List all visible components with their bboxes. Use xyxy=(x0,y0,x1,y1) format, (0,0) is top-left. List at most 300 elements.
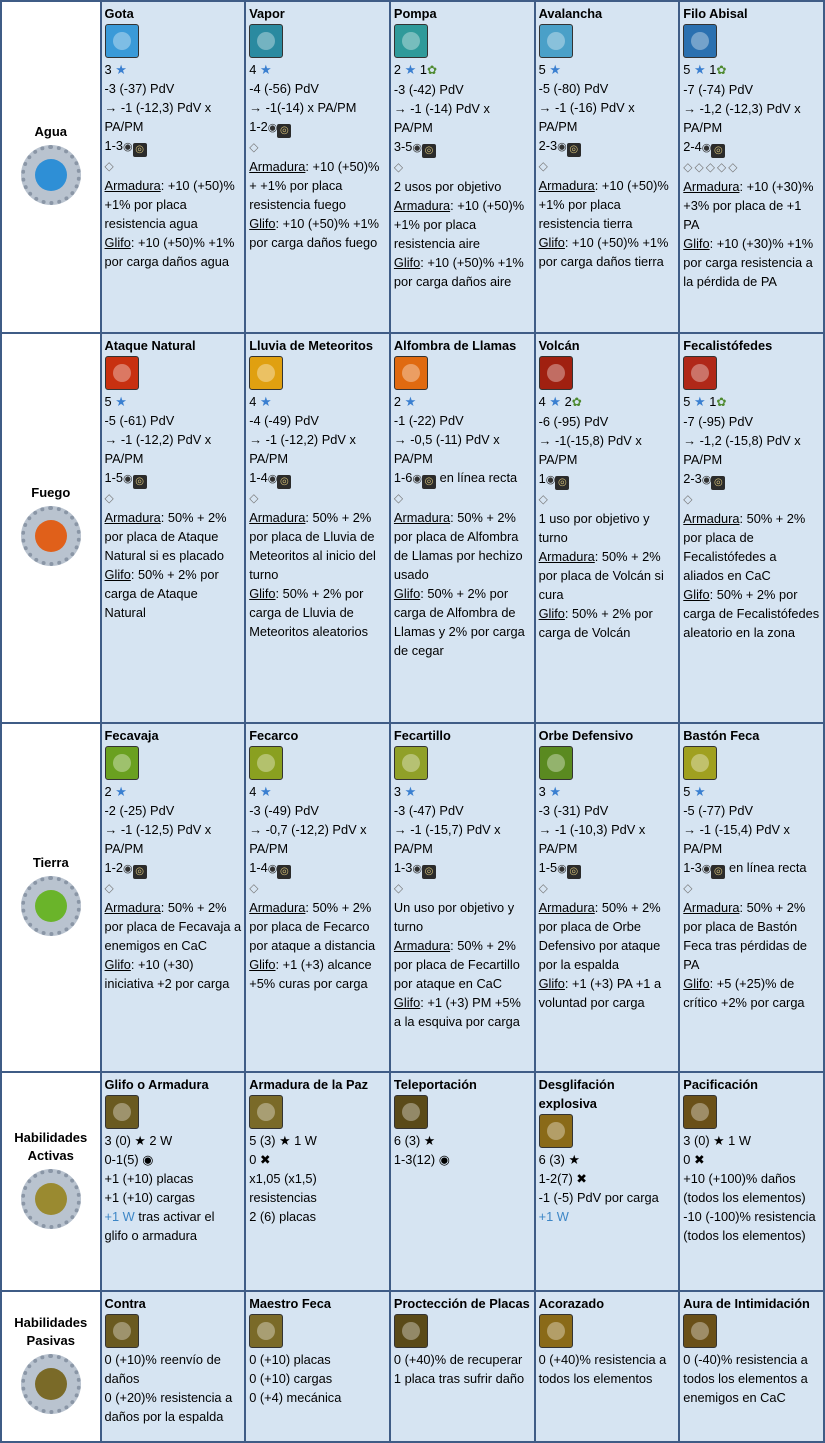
vapor-spell-icon[interactable] xyxy=(249,24,283,58)
ap-cost: 5 xyxy=(104,393,112,409)
spell-name: Contra xyxy=(104,1296,146,1312)
damage-line: -1 (-22) PdV xyxy=(393,412,464,428)
view-line-icon: ◉ xyxy=(412,862,423,875)
spell-cell[interactable] xyxy=(390,1,535,333)
range-value: 1-3 xyxy=(104,138,124,153)
view-line-icon: ◉ xyxy=(412,142,423,154)
armor-value: 50% + 2% por placa de Lluvia de Meteoritos al inicio del turno xyxy=(249,509,376,582)
modifiable-range-icon: ◎ xyxy=(133,143,147,157)
limit-line: Un uso por objetivo y turno xyxy=(393,899,515,934)
spell-name: Avalancha xyxy=(538,6,603,21)
range-line xyxy=(105,468,242,489)
volcano-spell-icon[interactable] xyxy=(539,356,573,390)
range-value: 1-3 xyxy=(393,859,413,875)
peace-armor-icon[interactable] xyxy=(249,1095,283,1129)
range-line xyxy=(394,468,531,489)
element-row xyxy=(1,723,824,1073)
scale-line: → -1 (-12,2) PdV x PA/PM xyxy=(249,431,356,466)
spell-cell[interactable] xyxy=(390,723,535,1073)
element-row xyxy=(1,1,824,333)
ap-cost: 4 xyxy=(249,783,257,799)
element-cell xyxy=(1,1072,101,1291)
earth-gear-icon xyxy=(21,876,81,936)
modifiable-range-icon: ◎ xyxy=(567,865,581,879)
spell-cell[interactable] xyxy=(245,1291,390,1442)
view-line-icon: ◉ xyxy=(123,141,133,153)
orb-spell-icon[interactable] xyxy=(539,746,573,780)
modifiable-range-icon: ◎ xyxy=(711,865,725,879)
spell-name: Glifo o Armadura xyxy=(104,1077,209,1093)
spell-cell[interactable] xyxy=(101,333,246,723)
wakfu-bonus: +1 W xyxy=(104,1209,135,1225)
skill-line: 0 (+20)% resistencia a daños por la espalda xyxy=(104,1390,233,1425)
area-icon: ◇ xyxy=(104,880,116,895)
range-value: 1-5 xyxy=(538,859,558,875)
skill-line: 1-3(12) ◉ xyxy=(393,1152,450,1168)
glyph-label: Glifo xyxy=(683,975,710,991)
armor-label: Armadura xyxy=(104,509,161,525)
damage-line: -3 (-49) PdV xyxy=(249,802,319,818)
skill-line: +1 (+10) placas xyxy=(104,1171,194,1187)
armor-value: +10 (+30)% +3% por placa de +1 PA xyxy=(683,179,814,232)
modifiable-range-icon: ◎ xyxy=(422,865,436,879)
spell-cell[interactable] xyxy=(535,723,680,1073)
scale-line: → -1(-14) x PA/PM xyxy=(249,100,357,115)
scale-line: → -1 (-15,7) PdV x PA/PM xyxy=(393,821,501,856)
glyph-label: Glifo xyxy=(249,956,276,972)
armor-value: 50% + 2% por placa de Fecavaja a enemigos en CaC xyxy=(104,899,242,953)
skill-line: 0 (+40)% de recuperar 1 placa tras sufrir daño xyxy=(393,1352,525,1387)
element-cell xyxy=(1,723,101,1073)
intimidation-icon[interactable] xyxy=(683,1314,717,1348)
armor-label: Armadura xyxy=(538,899,595,915)
armor-value: 50% + 2% por placa de Alfombra de Llamas por hechizo usado xyxy=(393,509,523,582)
spell-name: Aura de Intimidación xyxy=(683,1296,810,1312)
ap-cost: 3 xyxy=(393,783,402,799)
ap-star-icon: ★ xyxy=(545,393,561,409)
cost-line xyxy=(539,782,676,801)
ap-cost: 5 xyxy=(683,62,691,77)
modifiable-range-icon: ◎ xyxy=(711,144,725,158)
plate-protect-icon[interactable] xyxy=(394,1314,428,1348)
view-line-icon: ◉ xyxy=(701,473,712,486)
claw-spell-icon[interactable] xyxy=(105,356,139,390)
scale-line: → -1,2 (-15,8) PdV x PA/PM xyxy=(683,432,801,467)
range-value: 3-5 xyxy=(393,139,413,154)
drop-spell-icon[interactable] xyxy=(105,24,139,58)
range-line xyxy=(105,858,242,879)
ap-star-icon: ★ xyxy=(111,393,127,409)
range-value: 2-3 xyxy=(538,138,558,153)
glyph-line: Glifo: +1 (+3) PM +5% a la esquiva por carga xyxy=(393,994,521,1029)
spell-cell[interactable] xyxy=(245,723,390,1073)
spell-name: Proctección de Placas xyxy=(393,1296,530,1312)
skill-line: 1-2(7) ✖ xyxy=(538,1171,588,1187)
skill-line: +10 (+100)% daños (todos los elementos) xyxy=(683,1171,806,1206)
view-line-icon: ◉ xyxy=(267,472,278,485)
spell-cell[interactable] xyxy=(535,1072,680,1291)
spell-name: Pompa xyxy=(393,6,437,21)
glyph-label: Glifo xyxy=(683,586,710,602)
skill-line: x1,05 (x1,5) resistencias xyxy=(249,1171,317,1206)
spell-cell[interactable] xyxy=(245,1072,390,1291)
glyph-value: 50% + 2% por carga de Volcán xyxy=(538,605,653,640)
cost-line xyxy=(539,60,676,79)
spell-name: Acorazado xyxy=(538,1296,605,1312)
range-line xyxy=(249,468,386,489)
armor-line: Armadura: 50% + 2% por placa de Ataque Natural si es placado xyxy=(104,509,227,563)
spell-name: Fecavaja xyxy=(104,727,159,743)
cost-line xyxy=(105,782,242,801)
area-icon: ◇ xyxy=(249,880,261,895)
armor-line: Armadura: 50% + 2% por placa de Fecarco por ataque a distancia xyxy=(249,899,376,953)
modifiable-range-icon: ◎ xyxy=(567,143,581,157)
ap-star-icon: ★ xyxy=(545,62,561,77)
fire-spirit-spell-icon[interactable] xyxy=(683,356,717,390)
passive-gear-icon xyxy=(21,1354,81,1414)
wakfu-bonus-line xyxy=(105,1207,242,1245)
element-cell xyxy=(1,333,101,723)
staff-spell-icon[interactable] xyxy=(683,746,717,780)
glyph-label: Glifo xyxy=(393,994,421,1010)
cost-line xyxy=(249,60,386,79)
armor-value: 50% + 2% por placa de Orbe Defensivo por ataque por la espalda xyxy=(538,899,661,972)
range-line xyxy=(683,858,820,879)
scale-line: → -1 (-10,3) PdV x PA/PM xyxy=(538,821,646,856)
range-line xyxy=(539,469,676,490)
glyph-label: Glifo xyxy=(249,585,276,601)
range-value: 1-4 xyxy=(249,859,268,875)
area-icon: ◇ xyxy=(249,140,261,154)
master-feca-icon[interactable] xyxy=(249,1314,283,1348)
glyph-value: +1 (+3) alcance +5% curas por carga xyxy=(249,956,372,991)
armor-line: Armadura: 50% + 2% por placa de Fecartillo por ataque en CaC xyxy=(393,937,520,991)
armor-line: Armadura: +10 (+50)% +1% por placa resistencia agua xyxy=(104,178,235,231)
skill-line: 5 (3) ★ 1 W xyxy=(249,1133,317,1149)
teleport-icon[interactable] xyxy=(394,1095,428,1129)
damage-line: -5 (-61) PdV xyxy=(104,412,175,428)
cost-line xyxy=(539,392,676,412)
mp-cost: 1 xyxy=(419,62,427,77)
damage-line: -3 (-31) PdV xyxy=(538,802,609,818)
spell-cell[interactable] xyxy=(101,1072,246,1291)
damage-line: -2 (-25) PdV xyxy=(104,802,175,818)
spell-name: Filo Abisal xyxy=(683,6,748,21)
glyph-label: Glifo xyxy=(104,956,131,972)
range-line xyxy=(249,117,386,138)
ap-star-icon: ★ xyxy=(690,393,706,409)
ap-cost: 3 xyxy=(538,783,546,799)
armor-value: +10 (+50)% +1% por placa resistencia tierra xyxy=(538,178,669,231)
spell-cell[interactable] xyxy=(390,1291,535,1442)
skill-line: 3 (0) ★ 1 W xyxy=(683,1133,751,1149)
spell-name: Volcán xyxy=(538,337,580,353)
area-icon: ◇ xyxy=(104,159,116,173)
spell-cell[interactable] xyxy=(101,1,246,333)
armor-line: Armadura: +10 (+30)% +3% por placa de +1 PA xyxy=(683,179,814,232)
skill-line: 2 (6) placas xyxy=(249,1209,317,1225)
armor-label: Armadura xyxy=(104,178,161,193)
glyph-value: 50% + 2% por carga de Ataque Natural xyxy=(104,566,219,620)
view-line-icon: ◉ xyxy=(701,142,712,154)
area-icon: ◇ xyxy=(683,880,695,895)
armor-value: 50% + 2% por placa de Fecartillo por ataque en CaC xyxy=(393,937,520,991)
ap-star-icon: ★ xyxy=(545,783,561,799)
spell-cell[interactable] xyxy=(535,333,680,723)
glyph-label: Glifo xyxy=(393,585,421,601)
view-line-icon: ◉ xyxy=(412,472,423,485)
element-core-icon xyxy=(35,159,67,191)
mp-leaf-icon: ✿ xyxy=(427,63,438,77)
spell-cell[interactable] xyxy=(535,1,680,333)
glyph-line: Glifo: +10 (+50)% +1% por carga daños tierra xyxy=(538,235,669,269)
bubble-spell-icon[interactable] xyxy=(394,24,428,58)
spell-name: Maestro Feca xyxy=(249,1296,332,1312)
element-row xyxy=(1,333,824,723)
element-core-icon xyxy=(35,890,67,922)
skill-line: 0 ✖ xyxy=(249,1152,271,1168)
damage-line: -5 (-77) PdV xyxy=(683,802,753,818)
wakfu-bonus: +1 W xyxy=(538,1209,569,1225)
view-line-icon: ◉ xyxy=(123,862,133,875)
armor-label: Armadura xyxy=(538,178,595,193)
skill-line: 0 (+10) cargas xyxy=(249,1371,333,1387)
abyss-spell-icon[interactable] xyxy=(683,24,717,58)
range-value: 1-2 xyxy=(104,859,124,875)
ap-star-icon: ★ xyxy=(111,783,127,799)
skill-line: +1 (+10) cargas xyxy=(104,1190,195,1206)
range-value: 1-2 xyxy=(249,119,268,134)
armored-icon[interactable] xyxy=(539,1314,573,1348)
scale-line: → -1 (-16) PdV x PA/PM xyxy=(538,100,635,134)
glyph-line: Glifo: 50% + 2% por carga de Fecalistófedes aleatorio en la zona xyxy=(683,586,820,640)
element-name: Habilidades Pasivas xyxy=(14,1315,88,1349)
glyph-line: Glifo: +10 (+50)% +1% por carga daños aire xyxy=(393,255,524,289)
range-line xyxy=(249,858,386,879)
armor-value: +10 (+50)% +1% por placa resistencia aire xyxy=(393,198,525,251)
area-icon: ◇◇◇◇◇ xyxy=(683,160,740,174)
spell-cell[interactable] xyxy=(101,1291,246,1442)
modifiable-range-icon: ◎ xyxy=(133,865,147,879)
ap-cost: 5 xyxy=(683,783,691,799)
skill-line: 0 (+10) placas xyxy=(249,1352,331,1368)
view-line-icon: ◉ xyxy=(557,862,567,875)
armor-label: Armadura xyxy=(249,509,306,525)
mp-cost: 1 xyxy=(709,393,717,409)
skill-line: 0 (-40)% resistencia a todos los elementos a enemigos en CaC xyxy=(683,1352,808,1406)
cost-line xyxy=(394,782,531,801)
spell-cell[interactable] xyxy=(245,333,390,723)
spell-name: Ataque Natural xyxy=(104,337,196,353)
range-line xyxy=(105,136,242,157)
spell-cell[interactable] xyxy=(679,333,824,723)
deglyph-icon[interactable] xyxy=(539,1114,573,1148)
ap-cost: 4 xyxy=(249,62,257,77)
armor-line: Armadura: +10 (+50)% +1% por placa resistencia aire xyxy=(393,198,525,251)
scale-line: → -1 (-14) PdV x PA/PM xyxy=(393,101,490,135)
area-icon: ◇ xyxy=(538,880,550,895)
ap-cost: 3 xyxy=(104,62,112,77)
ap-star-icon: ★ xyxy=(690,783,706,799)
spell-cell[interactable] xyxy=(679,723,824,1073)
meteor-spell-icon[interactable] xyxy=(249,356,283,390)
area-icon: ◇ xyxy=(538,159,550,173)
cost-line xyxy=(105,392,242,411)
ap-cost: 4 xyxy=(538,393,546,409)
glyph-line: Glifo: +5 (+25)% de crítico +2% por carga xyxy=(683,975,805,1010)
damage-line: -6 (-95) PdV xyxy=(538,413,609,429)
element-name: Fuego xyxy=(31,485,71,501)
glyph-label: Glifo xyxy=(104,566,131,582)
range-value: 2-4 xyxy=(683,139,702,154)
view-line-icon: ◉ xyxy=(267,862,278,875)
glyph-line: Glifo: +1 (+3) PA +1 a voluntad por carga xyxy=(538,975,662,1010)
ap-cost: 2 xyxy=(393,62,402,77)
limit-line: 2 usos por objetivo xyxy=(393,179,502,194)
glyph-line: Glifo: +10 (+30)% +1% por carga resistencia a la pérdida de PA xyxy=(683,236,814,289)
mp-leaf-icon: ✿ xyxy=(571,394,582,409)
glyph-line: Glifo: 50% + 2% por carga de Ataque Natural xyxy=(104,566,219,620)
armor-value: +10 (+50)% + +1% por placa resistencia fuego xyxy=(249,159,380,212)
counter-icon[interactable] xyxy=(105,1314,139,1348)
armor-label: Armadura xyxy=(393,937,451,953)
armor-value: 50% + 2% por placa de Volcán si cura xyxy=(538,548,664,602)
glyph-value: +10 (+50)% +1% por carga daños tierra xyxy=(538,235,669,269)
ap-star-icon: ★ xyxy=(256,783,272,799)
glyph-line: Glifo: 50% + 2% por carga de Alfombra de Llamas y 2% por carga de cegar xyxy=(393,585,525,658)
pacify-icon[interactable] xyxy=(683,1095,717,1129)
range-value: 1-4 xyxy=(249,469,268,485)
cost-line xyxy=(394,60,531,80)
armor-label: Armadura xyxy=(393,198,451,213)
skill-line: 0 (+10)% reenvío de daños xyxy=(104,1352,221,1387)
water-gear-icon xyxy=(21,145,81,205)
ap-star-icon: ★ xyxy=(256,393,272,409)
spell-cell[interactable] xyxy=(390,333,535,723)
spell-name: Bastón Feca xyxy=(683,727,760,743)
spell-cell[interactable] xyxy=(679,1,824,333)
scale-line: → -1,2 (-12,3) PdV x PA/PM xyxy=(683,101,801,135)
area-icon: ◇ xyxy=(393,880,406,895)
spell-name: Orbe Defensivo xyxy=(538,727,634,743)
mp-cost: 2 xyxy=(564,393,572,409)
glyph-label: Glifo xyxy=(683,236,710,251)
glyph-label: Glifo xyxy=(393,255,421,270)
range-line xyxy=(394,858,531,879)
range-value: 2-3 xyxy=(683,470,702,486)
modifiable-range-icon: ◎ xyxy=(422,144,436,158)
armor-value: 50% + 2% por placa de Fecarco por ataque a distancia xyxy=(249,899,376,953)
armor-line: Armadura: +10 (+50)% + +1% por placa resistencia fuego xyxy=(249,159,380,212)
spell-cell[interactable] xyxy=(535,1291,680,1442)
glyph-line: Glifo: 50% + 2% por carga de Lluvia de Meteoritos aleatorios xyxy=(249,585,369,639)
scale-line: → -1 (-12,2) PdV x PA/PM xyxy=(104,431,212,466)
armor-value: 50% + 2% por placa de Fecalistófedes a aliados en CaC xyxy=(683,510,806,583)
modifiable-range-icon: ◎ xyxy=(277,475,291,489)
spell-cell[interactable] xyxy=(245,1,390,333)
mp-leaf-icon: ✿ xyxy=(716,63,727,77)
range-value: 1-5 xyxy=(104,469,124,485)
area-icon: ◇ xyxy=(249,490,261,505)
ap-star-icon: ★ xyxy=(401,783,417,799)
armor-label: Armadura xyxy=(104,899,161,915)
ap-star-icon: ★ xyxy=(256,62,272,77)
armor-value: 50% + 2% por placa de Bastón Feca tras pérdidas de PA xyxy=(683,899,808,972)
modifiable-range-icon: ◎ xyxy=(133,475,147,489)
ap-cost: 2 xyxy=(104,783,112,799)
fire-gear-icon xyxy=(21,506,81,566)
skill-line: 0-1(5) ◉ xyxy=(104,1152,154,1168)
range-value: 1 xyxy=(538,470,546,486)
hammer-spell-icon[interactable] xyxy=(394,746,428,780)
spell-cell[interactable] xyxy=(101,723,246,1073)
armor-label: Armadura xyxy=(249,899,306,915)
damage-line: -7 (-74) PdV xyxy=(683,82,753,97)
element-name: Habilidades Activas xyxy=(14,1130,88,1164)
mp-cost: 1 xyxy=(709,62,717,77)
glyph-value: +5 (+25)% de crítico +2% por carga xyxy=(683,975,805,1010)
skill-line: -1 (-5) PdV por carga xyxy=(538,1190,659,1206)
arc-spell-icon[interactable] xyxy=(249,746,283,780)
element-row xyxy=(1,1291,824,1442)
element-core-icon xyxy=(35,1183,67,1215)
flame-carpet-spell-icon[interactable] xyxy=(394,356,428,390)
glyph-label: Glifo xyxy=(249,216,276,231)
spell-name: Fecalistófedes xyxy=(683,337,773,353)
view-line-icon: ◉ xyxy=(545,473,556,486)
spell-name: Fecarco xyxy=(249,727,299,743)
glyph-value: +10 (+50)% +1% por carga daños agua xyxy=(104,235,235,269)
area-icon: ◇ xyxy=(104,490,116,505)
leaf-blade-spell-icon[interactable] xyxy=(105,746,139,780)
damage-line: -4 (-56) PdV xyxy=(249,81,319,96)
range-line xyxy=(394,137,531,158)
skill-line: 6 (3) ★ xyxy=(538,1152,580,1168)
scale-line: → -1 (-12,5) PdV x PA/PM xyxy=(104,821,212,856)
spell-cell[interactable] xyxy=(390,1072,535,1291)
armor-label: Armadura xyxy=(249,159,306,174)
damage-line: -7 (-95) PdV xyxy=(683,413,753,429)
ap-cost: 4 xyxy=(249,393,257,409)
ap-star-icon: ★ xyxy=(690,62,706,77)
element-name: Agua xyxy=(34,124,68,140)
glyph-label: Glifo xyxy=(538,605,565,621)
spell-cell[interactable] xyxy=(679,1072,824,1291)
cost-line xyxy=(683,60,820,80)
wakfu-bonus-text: tras activar el glifo o armadura xyxy=(104,1209,215,1244)
area-icon: ◇ xyxy=(538,491,550,506)
spell-name: Desglifación explosiva xyxy=(538,1077,615,1112)
spell-cell[interactable] xyxy=(679,1291,824,1442)
active-gear-icon xyxy=(21,1169,81,1229)
spell-name: Gota xyxy=(104,6,134,21)
armor-value: +10 (+50)% +1% por placa resistencia agua xyxy=(104,178,235,231)
skill-line: 3 (0) ★ 2 W xyxy=(104,1133,173,1149)
avalanche-spell-icon[interactable] xyxy=(539,24,573,58)
glyph-value: +10 (+50)% +1% por carga daños fuego xyxy=(249,216,380,250)
view-line-icon: ◉ xyxy=(557,141,567,153)
glyph-armor-icon[interactable] xyxy=(105,1095,139,1129)
ap-cost: 2 xyxy=(393,393,402,409)
armor-label: Armadura xyxy=(683,179,740,194)
armor-label: Armadura xyxy=(683,510,740,526)
cost-line xyxy=(249,392,386,411)
range-value: 1-3 xyxy=(683,859,702,875)
view-line-icon: ◉ xyxy=(701,862,712,875)
element-cell xyxy=(1,1291,101,1442)
range-line xyxy=(539,136,676,157)
glyph-line: Glifo: +10 (+30) iniciativa +2 por carga xyxy=(104,956,230,991)
